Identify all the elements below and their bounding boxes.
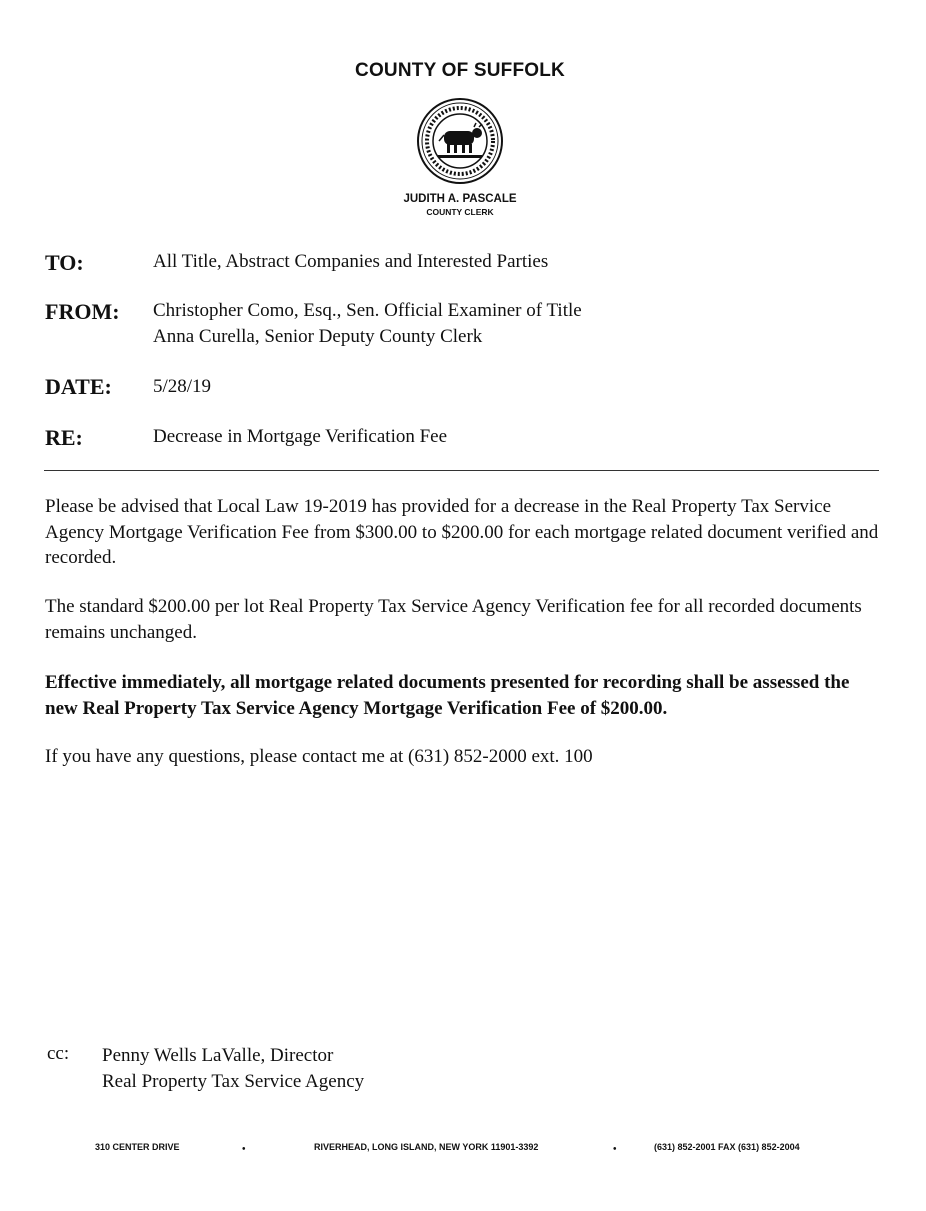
date-value [153,374,211,400]
from-label: FROM: [45,299,120,324]
to-value [153,249,548,275]
date-text: 5/28/19 [153,376,212,397]
cc-line-2: Real Property Tax Service Agency [102,1070,365,1092]
cc-recipients [102,1043,364,1094]
clerk-title: COUNTY CLERK [426,207,494,217]
cc-line-1: Penny Wells LaValle, Director [102,1045,334,1066]
date-label: DATE: [45,374,112,399]
footer-separator-1: • [242,1144,246,1155]
footer-address: 310 CENTER DRIVE [95,1142,180,1152]
from-line-1: Christopher Como, Esq., Sen. Official Examiner of Title [153,300,582,321]
from-line-2: Anna Curella, Senior Deputy County Clerk [153,326,483,347]
paragraph-fee-decrease: Please be advised that Local Law 19-2019 has provided for a decrease in the Real Property Tax Service Agency Mortgage Verification Fee from $300.00 to $200.00 for each mortgage related document verified and recorded. [45,496,879,568]
re-subject: Decrease in Mortgage Verification Fee [153,426,448,447]
paragraph-standard-fee: The standard $200.00 per lot Real Property Tax Service Agency Verification fee for all recorded documents remains unchanged. [45,596,862,643]
from-value [153,298,582,350]
footer-separator-2: • [613,1144,617,1155]
county-heading: COUNTY OF SUFFOLK [355,60,565,81]
paragraph-effective: Effective immediately, all mortgage related documents presented for recording shall be assessed the new Real Property Tax Service Agency Mortgage Verification Fee of $200.00. [45,672,850,719]
re-label: RE: [45,425,83,450]
to-label: TO: [45,250,84,275]
paragraph-contact: If you have any questions, please contact me at (631) 852-2000 ext. 100 [45,746,593,767]
cc-label: cc: [47,1043,70,1064]
footer-city: RIVERHEAD, LONG ISLAND, NEW YORK 11901-3392 [314,1142,539,1152]
to-recipients: All Title, Abstract Companies and Interested Parties [153,251,549,272]
footer-phone: (631) 852-2001 FAX (631) 852-2004 [654,1142,800,1152]
re-value [153,424,447,450]
county-seal-icon [416,97,504,185]
header-divider [44,470,879,471]
clerk-name: JUDITH A. PASCALE [403,193,517,205]
